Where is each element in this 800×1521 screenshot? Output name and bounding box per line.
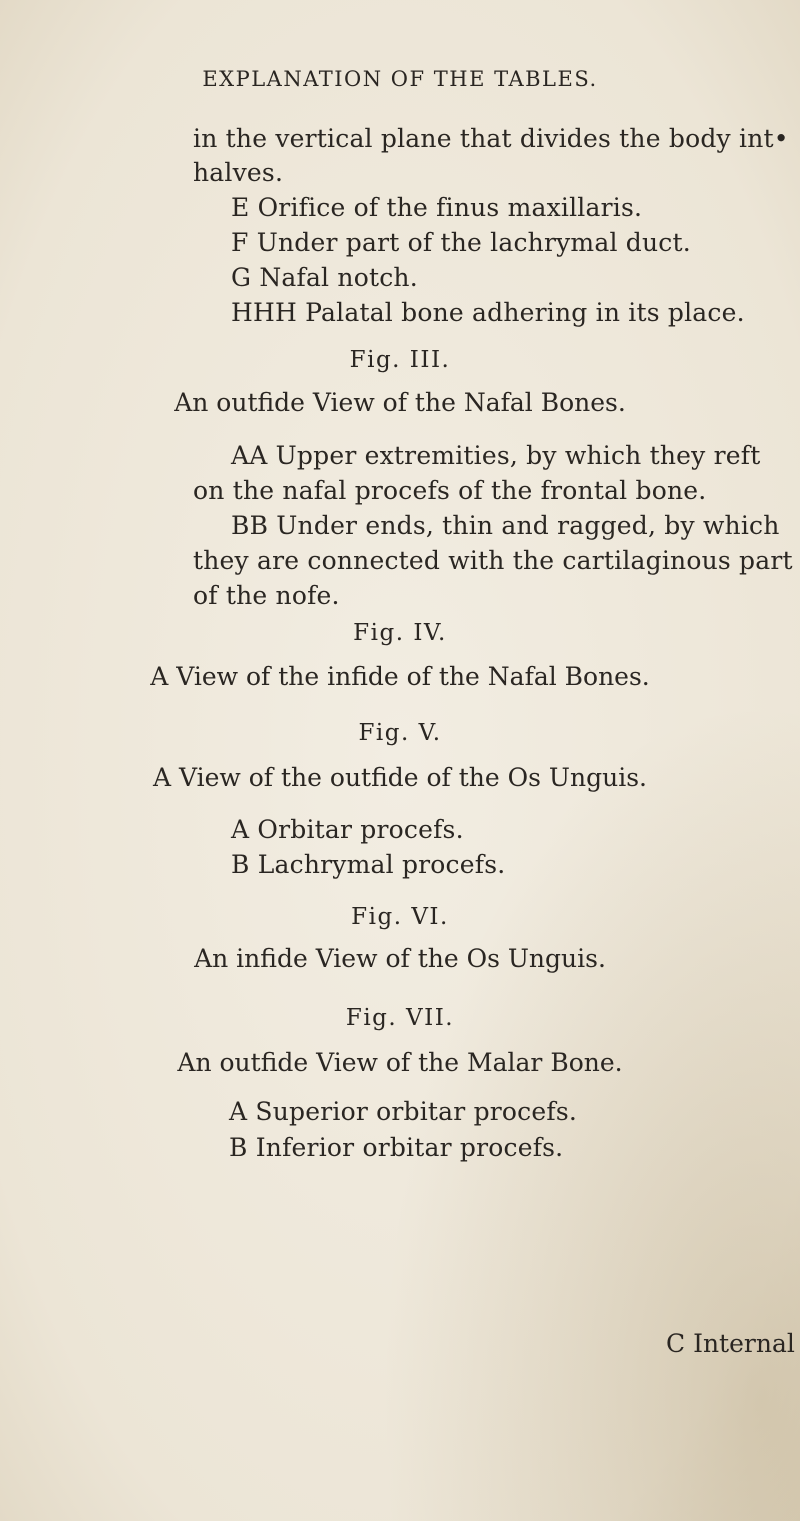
text-line: in the vertical plane that divides the body int• <box>193 124 789 153</box>
catchword: C Internal <box>666 1329 795 1358</box>
text-line: A Orbitar procefs. <box>231 815 464 844</box>
figure-caption-4: A View of the infide of the Nafal Bones. <box>150 662 650 691</box>
text-line: AA Upper extremities, by which they reft <box>231 441 761 470</box>
running-head: EXPLANATION OF THE TABLES. <box>202 67 598 91</box>
figure-caption-3: An outfide View of the Nafal Bones. <box>174 388 626 417</box>
text-line: G Nafal notch. <box>231 263 418 292</box>
text-line: F Under part of the lachrymal duct. <box>231 228 691 257</box>
text-line: A Superior orbitar procefs. <box>229 1097 578 1126</box>
figure-heading-5: Fig. V. <box>358 720 442 746</box>
figure-heading-7: Fig. VII. <box>345 1005 455 1031</box>
text-line: HHH Palatal bone adhering in its place. <box>231 298 745 327</box>
figure-caption-5: A View of the outfide of the Os Unguis. <box>153 763 647 792</box>
text-line: they are connected with the cartilaginous part <box>193 546 793 575</box>
text-line: BB Under ends, thin and ragged, by which <box>231 511 780 540</box>
text-line: of the nofe. <box>193 581 340 610</box>
text-line: E Orifice of the finus maxillaris. <box>231 193 643 222</box>
text-line: halves. <box>193 158 284 187</box>
figure-heading-4: Fig. IV. <box>353 620 447 646</box>
figure-caption-7: An outfide View of the Malar Bone. <box>177 1048 623 1077</box>
figure-caption-6: An infide View of the Os Unguis. <box>194 944 606 973</box>
text-line: on the nafal procefs of the frontal bone. <box>193 476 707 505</box>
text-line: B Inferior orbitar procefs. <box>229 1133 564 1162</box>
figure-heading-6: Fig. VI. <box>351 904 449 930</box>
text-line: B Lachrymal procefs. <box>231 850 506 879</box>
figure-heading-3: Fig. III. <box>349 347 451 373</box>
